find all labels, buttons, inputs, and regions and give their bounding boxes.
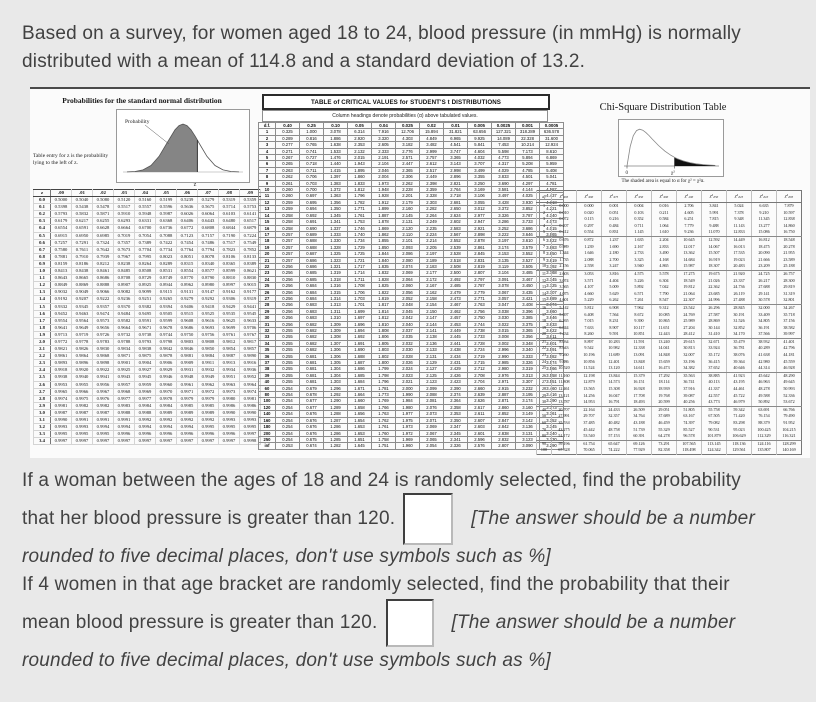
table-row: 15 0.258 0.691 1.341 1.753 1.878 2.131 2.249 2.602 2.947 3.286 3.733 4.073 [259,219,564,225]
table-row: 3.0 0.9987 0.9987 0.9987 0.9988 0.9988 0.9989 0.9989 0.9989 0.9990 0.9990 [34,409,261,416]
table-row: 18 0.257 0.688 1.330 1.734 1.855 2.101 2.214 2.552 2.878 3.197 3.610 3.922 [259,238,564,244]
table-row: 22 0.256 0.686 1.321 1.717 1.835 2.074 2.183 2.508 2.819 3.119 3.505 3.792 [259,263,564,269]
table-row: 35 0.255 0.682 1.306 1.690 1.803 2.030 2.133 2.438 2.724 2.996 3.340 3.591 [259,347,564,353]
table-row: 0.6 0.7257 0.7291 0.7324 0.7357 0.7389 0.7422 0.7454 0.7486 0.7517 0.7549 [34,239,261,246]
table-row: 0.3 0.6179 0.6217 0.6255 0.6293 0.6331 0.6368 0.6406 0.6443 0.6480 0.6517 [34,218,261,225]
table-row: 80 0.254 0.678 1.292 1.664 1.773 1.990 2.088 2.374 2.639 2.887 3.195 3.416 [259,392,564,398]
normal-curve-shaded-area [127,124,197,172]
table-row: 11 0.260 0.697 1.363 1.796 1.928 2.201 2.328 2.718 3.106 3.497 4.025 4.437 [259,193,564,199]
table-col-header: $\chi^2_{.050}$ [702,191,727,203]
table-row: 80 51.172 53.540 57.153 60.391 64.278 96.578 101.879 106.629 112.329 116.321 [537,433,802,440]
table-row: 24 9.886 10.856 12.401 13.848 15.659 33.196 36.415 39.364 42.980 45.559 [537,359,802,366]
table-row: 27 0.256 0.684 1.314 1.703 1.819 2.052 2.158 2.473 2.771 3.057 3.421 3.689 [259,295,564,301]
table-col-header: $\chi^2_{.950}$ [627,191,652,203]
table-row: 17 0.257 0.689 1.333 1.740 1.862 2.110 2.224 2.567 2.898 3.222 3.646 3.965 [259,231,564,237]
table-row: 1.7 0.9554 0.9564 0.9573 0.9582 0.9591 0.9599 0.9608 0.9616 0.9625 0.9633 [34,317,261,324]
table-row: 120 0.254 0.677 1.289 1.658 1.766 1.980 2.076 2.358 2.617 2.860 3.160 3.373 [259,404,564,410]
table-row: 2 0.010 0.020 0.051 0.103 0.211 4.605 5.991 7.378 9.210 10.597 [537,210,802,217]
z-table-title: Probabilities for the standard normal distribution [62,96,222,105]
table-row: 17 5.697 6.408 7.564 8.672 10.085 24.769 27.587 30.191 33.409 35.718 [537,312,802,319]
z-table-entry-note: Table entry for z is the probability lying to the left of z. [33,153,109,166]
question-2-instruction-end: rounded to five decimal places, don't use symbols such as %] [22,650,551,671]
table-row: 0.5 0.6915 0.6950 0.6985 0.7019 0.7054 0.7088 0.7123 0.7157 0.7190 0.7224 [34,232,261,239]
table-col-header: $\chi^2_{.005}$ [777,191,802,203]
table-row: 12 3.074 3.571 4.404 5.226 6.304 18.549 21.026 23.337 26.217 28.300 [537,278,802,285]
z-table [33,189,261,445]
table-col-header: .04 [135,190,156,197]
question-2-line-2 [22,604,812,642]
table-row: 10 2.156 2.558 3.247 3.940 4.865 15.987 18.307 20.483 23.209 25.188 [537,263,802,270]
table-row: 0.2 0.5793 0.5832 0.5871 0.5910 0.5948 0.5987 0.6026 0.6064 0.6103 0.6141 [34,211,261,218]
table-row: 1.4 0.9192 0.9207 0.9222 0.9236 0.9251 0.9265 0.9279 0.9292 0.9306 0.9319 [34,296,261,303]
table-row: 9 1.735 2.088 2.700 3.325 4.168 14.684 16.919 19.023 21.666 23.589 [537,257,802,264]
table-col-header: 0.40 [276,123,300,129]
statistical-tables-image [30,87,810,458]
table-row: 200 0.254 0.676 1.286 1.653 1.760 1.972 2.067 2.345 2.601 2.838 3.131 3.340 [259,430,564,436]
table-row: 40 20.707 22.164 24.433 26.509 29.051 51.805 55.758 59.342 63.691 66.766 [537,406,802,413]
table-row: 140 0.254 0.676 1.288 1.656 1.763 1.977 2.073 2.353 2.611 2.852 3.149 3.361 [259,411,564,417]
table-col-header: .01 [72,190,93,197]
table-row: 34 0.255 0.682 1.307 1.691 1.805 2.032 2.136 2.441 2.728 3.002 3.348 3.601 [259,340,564,346]
table-col-header: .07 [198,190,219,197]
table-row: 13 0.259 0.694 1.350 1.771 1.899 2.160 2.282 2.650 3.012 3.372 3.852 4.221 [259,206,564,212]
table-row: 160 0.254 0.676 1.287 1.654 1.762 1.975 2.071 2.350 2.607 2.847 3.142 3.352 [259,417,564,423]
chi-square-curve-figure [618,119,724,177]
table-row: 13 3.565 4.107 5.009 5.892 7.042 19.812 22.362 24.736 27.688 29.819 [537,284,802,291]
chi-square-table [536,190,802,455]
table-col-header: $\chi^2_{.990}$ [577,191,602,203]
table-row: 27 11.808 12.879 14.573 16.151 18.114 36.741 40.113 43.195 46.963 49.645 [537,379,802,386]
question-1-text-2: that her blood pressure is greater than 120. [22,508,396,529]
table-row: 2.8 0.9974 0.9975 0.9976 0.9977 0.9977 0.9978 0.9979 0.9979 0.9980 0.9981 [34,395,261,402]
table-row: 28 0.256 0.683 1.313 1.701 1.817 2.048 2.154 2.467 2.763 3.047 3.408 3.674 [259,302,564,308]
chi-origin-label: 0 [625,171,628,176]
table-row: 11 2.603 3.053 3.816 4.575 5.578 17.275 19.675 21.920 24.725 26.757 [537,270,802,277]
table-row: 70 43.275 45.442 48.758 51.739 55.329 85.527 90.531 95.023 100.425 104.215 [537,427,802,434]
normal-curve-figure [116,109,250,183]
table-row: 1.8 0.9641 0.9649 0.9656 0.9664 0.9671 0.9678 0.9686 0.9693 0.9699 0.9706 [34,324,261,331]
table-row: 3.1 0.9990 0.9991 0.9991 0.9991 0.9992 0.9992 0.9992 0.9992 0.9993 0.9993 [34,417,261,424]
table-row: 21 0.257 0.686 1.323 1.721 1.840 2.080 2.189 2.518 2.831 3.135 3.527 3.819 [259,257,564,263]
table-row: inf 0.253 0.674 1.282 1.645 1.751 1.960 2.054 2.326 2.576 2.807 3.090 3.290 [259,443,564,449]
table-row: 25 0.256 0.684 1.316 1.708 1.825 2.060 2.167 2.485 2.787 3.078 3.450 3.725 [259,283,564,289]
table-row: 2.2 0.9861 0.9864 0.9868 0.9871 0.9875 0.9878 0.9881 0.9884 0.9887 0.9890 [34,353,261,360]
table-col-header: 0.025 [396,123,420,129]
table-row: 19 0.257 0.688 1.328 1.729 1.850 2.093 2.205 2.539 2.861 3.174 3.579 3.883 [259,244,564,250]
table-row: 8 0.262 0.706 1.397 1.860 2.004 2.306 2.449 2.896 3.355 3.833 4.501 5.041 [259,174,564,180]
table-row: 36 0.255 0.681 1.306 1.688 1.802 2.028 2.131 2.434 2.719 2.990 3.333 3.582 [259,353,564,359]
chi-axis-symbol-label: χ² [671,171,675,176]
table-col-header: $\chi^2_{.975}$ [602,191,627,203]
table-col-header: .06 [177,190,198,197]
table-row: 4 0.207 0.297 0.484 0.711 1.064 7.779 9.488 11.143 13.277 14.860 [537,223,802,230]
table-col-header: df [537,191,552,203]
table-row: 7 0.263 0.711 1.415 1.895 2.046 2.365 2.517 2.998 3.499 4.029 4.785 5.408 [259,167,564,173]
table-row: 2.0 0.9772 0.9778 0.9783 0.9788 0.9793 0.9798 0.9803 0.9808 0.9812 0.9817 [34,338,261,345]
table-row: 26 11.160 12.198 13.844 15.379 17.292 35.563 38.885 41.923 45.642 48.290 [537,372,802,379]
table-row: 2.5 0.9938 0.9940 0.9941 0.9943 0.9945 0.9946 0.9948 0.9949 0.9951 0.9952 [34,374,261,381]
table-row: 16 5.142 5.812 6.908 7.962 9.312 23.542 26.296 28.845 32.000 34.267 [537,304,802,311]
table-row: 40 0.255 0.681 1.303 1.684 1.796 2.021 2.123 2.423 2.704 2.971 3.307 3.551 [259,379,564,385]
table-row: 0.9 0.8159 0.8186 0.8212 0.8238 0.8264 0.8289 0.8315 0.8340 0.8365 0.8389 [34,260,261,267]
question-1-line-2 [22,500,812,538]
intro-line-2: distributed with a mean of 114.8 and a standard deviation of 13.2. [22,51,586,72]
table-col-header: .02 [93,190,114,197]
table-col-header: $\chi^2_{.100}$ [677,191,702,203]
question-1-text-1: If a woman between the ages of 18 and 24 is randomly selected, find the probability [22,470,741,491]
table-row: 10 0.260 0.700 1.372 1.812 1.948 2.228 2.359 2.764 3.169 3.581 4.144 4.587 [259,187,564,193]
table-row: 38 0.255 0.681 1.304 1.686 1.799 2.024 2.127 2.429 2.712 2.980 3.319 3.566 [259,366,564,372]
table-row: 9 0.261 0.703 1.383 1.833 1.973 2.262 2.398 2.821 3.250 3.690 4.297 4.781 [259,180,564,186]
table-row: 30 13.787 14.953 16.791 18.493 20.599 40.256 43.773 46.979 50.892 53.672 [537,399,802,406]
table-row: 8 1.344 1.646 2.180 2.733 3.490 13.362 15.507 17.535 20.090 21.955 [537,250,802,257]
table-row: 90 59.196 61.754 65.647 69.126 73.291 107.565 113.145 118.136 124.116 128.299 [537,440,802,447]
table-col-header: 0.02 [420,123,444,129]
table-col-header: .08 [219,190,240,197]
table-row: 31 0.256 0.682 1.309 1.696 1.810 2.040 2.144 2.453 2.744 3.022 3.375 3.633 [259,321,564,327]
table-row: 5 0.412 0.554 0.831 1.145 1.610 9.236 11.070 12.833 15.086 16.750 [537,229,802,236]
table-row: 2.3 0.9893 0.9896 0.9898 0.9901 0.9904 0.9906 0.9909 0.9911 0.9913 0.9916 [34,360,261,367]
chi-square-curve-svg [619,120,723,176]
z-axis-label: z [193,182,197,188]
table-row: 2.9 0.9981 0.9982 0.9982 0.9983 0.9984 0.9984 0.9985 0.9985 0.9986 0.9986 [34,402,261,409]
table-col-header: .09 [240,190,261,197]
table-row: 3.3 0.9995 0.9995 0.9995 0.9996 0.9996 0.9996 0.9996 0.9996 0.9996 0.9997 [34,431,261,438]
table-col-header: 0.25 [300,123,324,129]
chi-square-caption: The shaded area is equal to α for χ² = χ²α. [621,179,705,184]
table-row: 14 0.258 0.692 1.345 1.761 1.887 2.145 2.264 2.624 2.977 3.326 3.787 4.140 [259,212,564,218]
table-row: 0.4 0.6554 0.6591 0.6628 0.6664 0.6700 0.6736 0.6772 0.6808 0.6844 0.6879 [34,225,261,232]
chi-square-table-title: Chi-Square Distribution Table [599,102,727,113]
table-row: 180 0.254 0.676 1.286 1.653 1.761 1.973 2.069 2.347 2.603 2.842 3.136 3.345 [259,424,564,430]
table-row: 2.7 0.9965 0.9966 0.9967 0.9968 0.9969 0.9970 0.9971 0.9972 0.9973 0.9974 [34,388,261,395]
t-table-title: TABLE of CRITICAL VALUES for STUDENT'S t DISTRIBUTIONS [262,94,550,110]
table-col-header: $\chi^2_{.995}$ [552,191,577,203]
table-row: 0.1 0.5398 0.5438 0.5478 0.5517 0.5557 0.5596 0.5636 0.5675 0.5714 0.5753 [34,204,261,211]
table-row: 60 35.534 37.485 40.482 43.188 46.459 74.397 79.082 83.298 88.379 91.952 [537,420,802,427]
table-row: 29 0.256 0.683 1.311 1.699 1.814 2.045 2.150 2.462 2.756 3.038 3.396 3.660 [259,308,564,314]
table-row: 12 0.259 0.695 1.356 1.782 1.912 2.179 2.303 2.681 3.055 3.428 3.930 4.318 [259,199,564,205]
table-row: 21 8.034 8.897 10.283 11.591 13.240 29.615 32.671 35.479 38.932 41.401 [537,338,802,345]
table-row: 23 9.260 10.196 11.689 13.091 14.848 32.007 35.172 38.076 41.638 44.181 [537,352,802,359]
table-row: 3 0.277 0.765 1.638 2.353 2.605 3.182 3.482 4.541 5.841 7.453 10.214 12.924 [259,142,564,148]
table-row: 15 4.601 5.229 6.262 7.261 8.547 22.307 24.996 27.488 30.578 32.801 [537,297,802,304]
table-col-header: 0.05 [348,123,372,129]
table-col-header: 0.001 [516,123,540,129]
table-col-header: 0.005 [468,123,492,129]
table-row: 1.0 0.8413 0.8438 0.8461 0.8485 0.8508 0.8531 0.8554 0.8577 0.8599 0.8621 [34,268,261,275]
question-2-text-1: If 4 women in that age bracket are randomly selected, find the probability that their [22,574,730,595]
table-row: 1.9 0.9713 0.9719 0.9726 0.9732 0.9738 0.9744 0.9750 0.9756 0.9761 0.9767 [34,331,261,338]
table-row: 29 13.121 14.256 16.047 17.708 19.768 39.087 42.557 45.722 49.588 52.336 [537,393,802,400]
question-1 [22,462,812,576]
table-row: 18 6.265 7.015 8.231 9.390 10.865 25.989 28.869 31.526 34.805 37.156 [537,318,802,325]
table-row: 3 0.072 0.115 0.216 0.352 0.584 6.251 7.815 9.348 11.345 12.838 [537,216,802,223]
table-col-header: 0.0005 [540,123,564,129]
table-row: 37 0.255 0.681 1.305 1.687 1.800 2.026 2.129 2.431 2.715 2.985 3.326 3.574 [259,360,564,366]
table-col-header: .00 [51,190,72,197]
intro-paragraph [22,20,812,76]
table-row: 0.8 0.7881 0.7910 0.7939 0.7967 0.7995 0.8023 0.8051 0.8078 0.8106 0.8133 [34,253,261,260]
table-row: 60 0.254 0.679 1.296 1.671 1.781 2.000 2.099 2.390 2.660 2.915 3.232 3.460 [259,385,564,391]
table-row: 39 0.255 0.681 1.304 1.685 1.798 2.023 2.125 2.426 2.708 2.976 3.313 3.558 [259,372,564,378]
table-row: 1.3 0.9032 0.9049 0.9066 0.9082 0.9099 0.9115 0.9131 0.9147 0.9162 0.9177 [34,289,261,296]
normal-curve-svg [117,110,249,182]
table-row: 5 0.267 0.727 1.476 2.015 2.191 2.571 2.757 3.365 4.032 4.773 5.894 6.869 [259,155,564,161]
table-row: 25 10.520 11.524 13.120 14.611 16.473 34.382 37.652 40.646 44.314 46.928 [537,365,802,372]
question-2-line-3 [22,642,812,680]
intro-line-1: Based on a survey, for women aged 18 to 24, blood pressure (in mmHg) is normally [22,23,741,44]
question-1-instruction-end: rounded to five decimal places, don't use symbols such as %] [22,546,551,567]
table-col-header: 0.01 [444,123,468,129]
probability-pointer-line [145,125,169,144]
table-row: 20 0.257 0.687 1.325 1.725 1.844 2.086 2.197 2.528 2.845 3.153 3.552 3.850 [259,251,564,257]
table-row: 16 0.258 0.690 1.337 1.746 1.869 2.120 2.235 2.583 2.921 3.252 3.686 4.015 [259,225,564,231]
table-row: 100 0.254 0.677 1.290 1.660 1.769 1.984 2.081 2.364 2.626 2.871 3.174 3.390 [259,398,564,404]
chi-curve-line [627,129,715,166]
table-col-header: $\chi^2_{.010}$ [752,191,777,203]
question-2 [22,566,812,680]
table-row: 2.4 0.9918 0.9920 0.9922 0.9925 0.9927 0.9929 0.9931 0.9932 0.9934 0.9936 [34,367,261,374]
table-row: 28 12.461 13.565 15.308 16.928 18.939 37.916 41.337 44.461 48.278 50.993 [537,386,802,393]
table-row: 22 8.643 9.542 10.982 12.338 14.041 30.813 33.924 36.781 40.289 42.796 [537,345,802,352]
table-col-header: $\chi^2_{.025}$ [727,191,752,203]
table-row: 1.1 0.8643 0.8665 0.8686 0.8708 0.8729 0.8749 0.8770 0.8790 0.8810 0.8830 [34,275,261,282]
q2-answer-input[interactable] [386,599,434,647]
question-2-text-2: mean blood pressure is greater than 120. [22,612,378,633]
table-col-header: z [34,190,51,197]
table-row: 0.7 0.7580 0.7611 0.7642 0.7673 0.7704 0.7734 0.7764 0.7794 0.7823 0.7852 [34,246,261,253]
table-row: 1 0.000 0.000 0.001 0.004 0.016 2.706 3.841 5.024 6.635 7.879 [537,203,802,210]
table-col-header: 0.04 [372,123,396,129]
table-col-header: .03 [114,190,135,197]
table-row: 30 0.256 0.683 1.310 1.697 1.812 2.042 2.147 2.457 2.750 3.030 3.385 3.646 [259,315,564,321]
table-row: 100 67.328 70.065 74.222 77.929 82.358 118.498 124.342 129.561 135.807 140.169 [537,447,802,454]
table-col-header: 0.10 [324,123,348,129]
table-row: 19 6.844 7.633 8.907 10.117 11.651 27.204 30.144 32.852 36.191 38.582 [537,325,802,332]
table-row: 2.6 0.9953 0.9955 0.9956 0.9957 0.9959 0.9960 0.9961 0.9962 0.9963 0.9964 [34,381,261,388]
probability-label: Probability [125,119,150,125]
table-row: 6 0.676 0.872 1.237 1.635 2.204 10.645 12.592 14.449 16.812 18.548 [537,236,802,243]
table-row: 1.2 0.8849 0.8869 0.8888 0.8907 0.8925 0.8944 0.8962 0.8980 0.8997 0.9015 [34,282,261,289]
table-row: 14 4.075 4.660 5.629 6.571 7.790 21.064 23.685 26.119 29.141 31.319 [537,291,802,298]
table-row: 3.4 0.9997 0.9997 0.9997 0.9997 0.9997 0.9997 0.9997 0.9997 0.9997 0.9998 [34,438,261,445]
table-row: 24 0.256 0.685 1.318 1.711 1.828 2.064 2.172 2.492 2.797 3.091 3.467 3.745 [259,276,564,282]
table-row: 7 0.989 1.239 1.690 2.167 2.833 12.017 14.067 16.013 18.475 20.278 [537,244,802,251]
table-row: 4 0.271 0.741 1.533 2.132 2.333 2.776 2.999 3.747 4.604 5.598 7.173 8.610 [259,148,564,154]
table-row: 1.6 0.9452 0.9463 0.9474 0.9484 0.9495 0.9505 0.9515 0.9525 0.9535 0.9545 [34,310,261,317]
table-row: 20 7.434 8.260 9.591 10.851 12.443 28.412 31.410 34.170 37.566 39.997 [537,331,802,338]
t-table [258,122,564,450]
question-1-instruction-start: [The answer should be a number [471,508,755,529]
table-row: 33 0.255 0.682 1.308 1.692 1.806 2.035 2.138 2.445 2.733 3.008 3.356 3.611 [259,334,564,340]
question-2-instruction-start: [The answer should be a number [451,612,736,633]
table-row: 23 0.256 0.685 1.319 1.714 1.832 2.069 2.177 2.500 2.807 3.104 3.485 3.768 [259,270,564,276]
t-table-subtitle: Column headings denote probabilities (α) above tabulated values. [262,110,548,122]
table-row: 32 0.255 0.682 1.309 1.694 1.808 2.037 2.141 2.449 2.738 3.015 3.365 3.622 [259,328,564,334]
table-row: 50 27.991 29.707 32.357 34.764 37.689 63.167 67.505 71.420 76.154 79.490 [537,413,802,420]
table-row: 3.2 0.9993 0.9993 0.9994 0.9994 0.9994 0.9994 0.9994 0.9995 0.9995 0.9995 [34,424,261,431]
table-row: 1.5 0.9332 0.9345 0.9357 0.9370 0.9382 0.9394 0.9406 0.9418 0.9429 0.9441 [34,303,261,310]
table-col-header: 0.0025 [492,123,516,129]
table-col-header: $\chi^2_{.900}$ [652,191,677,203]
table-row: 26 0.256 0.684 1.315 1.706 1.822 2.056 2.162 2.479 2.779 3.067 3.435 3.707 [259,289,564,295]
table-col-header: d.f. [259,123,276,129]
table-row: 1 0.325 1.000 3.078 6.314 7.916 12.706 15.894 31.821 63.656 127.321 318.289 636.578 [259,129,564,135]
table-col-header: .05 [156,190,177,197]
table-row: 6 0.265 0.718 1.440 1.943 2.104 2.447 2.612 3.143 3.707 4.317 5.208 5.959 [259,161,564,167]
table-row: 0.0 0.5000 0.5040 0.5080 0.5120 0.5160 0.5199 0.5239 0.5279 0.5319 0.5359 [34,197,261,204]
table-row: 2 0.289 0.816 1.886 2.920 3.320 4.303 4.849 6.965 9.925 14.089 22.328 31.600 [259,135,564,141]
table-row: 250 0.254 0.675 1.285 1.651 1.758 1.969 2.065 2.341 2.596 2.832 3.123 3.330 [259,436,564,442]
q1-answer-input[interactable] [403,493,453,545]
table-row: 2.1 0.9821 0.9826 0.9830 0.9834 0.9838 0.9842 0.9846 0.9850 0.9854 0.9857 [34,346,261,353]
